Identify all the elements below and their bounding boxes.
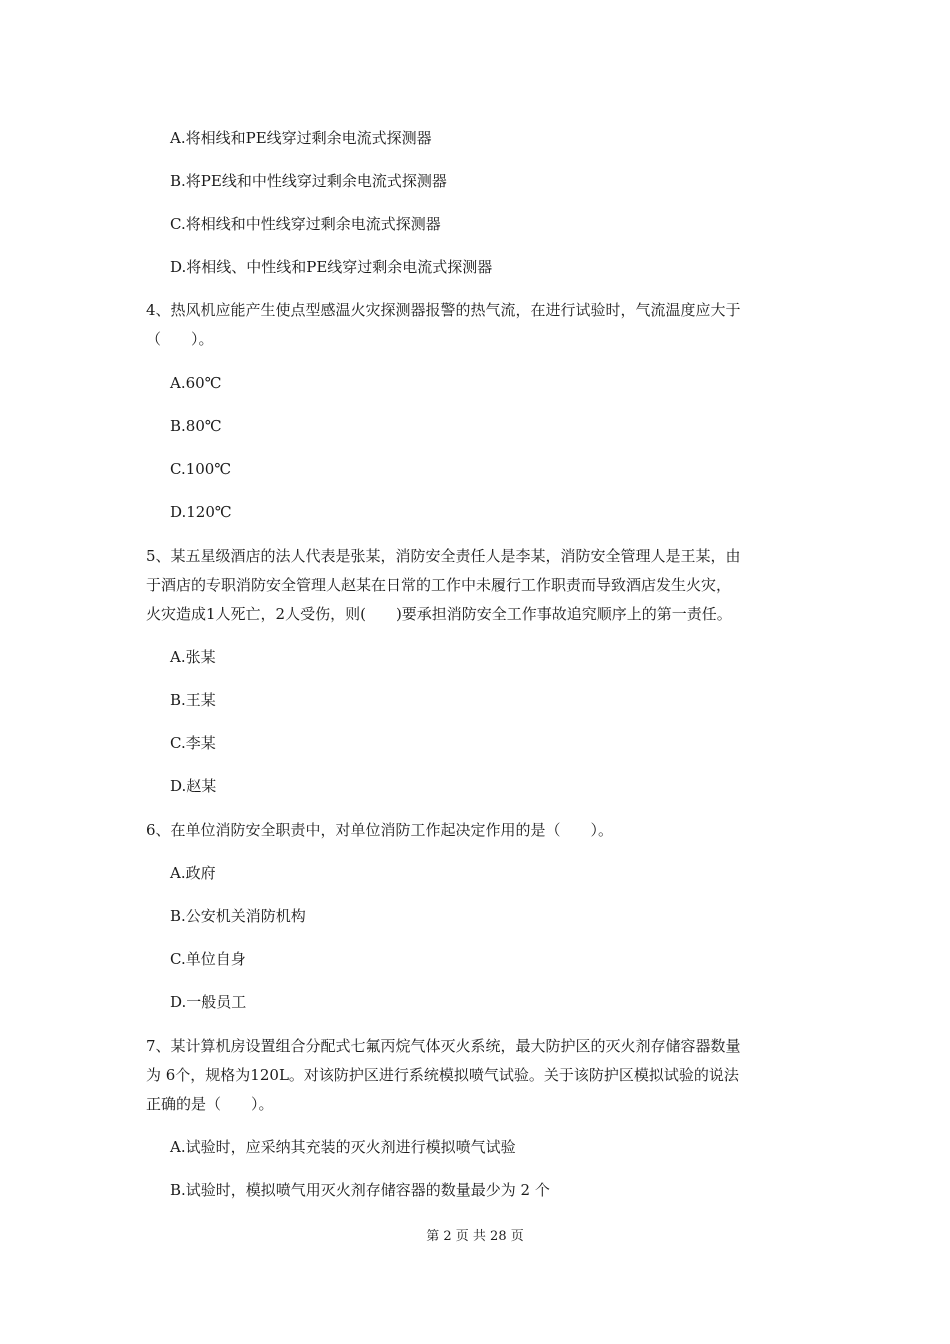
q5-question-line1: 5、某五星级酒店的法人代表是张某，消防安全责任人是李某，消防安全管理人是王某，由 bbox=[146, 547, 741, 565]
q3-option-c: C.将相线和中性线穿过剩余电流式探测器 bbox=[170, 215, 441, 233]
q3-option-d: D.将相线、中性线和PE线穿过剩余电流式探测器 bbox=[170, 258, 493, 276]
q5-option-a: A.张某 bbox=[170, 648, 216, 666]
q4-option-a: A.60℃ bbox=[170, 374, 222, 392]
q5-question-line3: 火灾造成1人死亡，2人受伤，则( )要承担消防安全工作事故追究顺序上的第一责任。 bbox=[146, 605, 732, 623]
q4-option-d: D.120℃ bbox=[170, 503, 232, 521]
q6-question: 6、在单位消防安全职责中，对单位消防工作起决定作用的是（ ）。 bbox=[146, 821, 614, 839]
q3-option-a: A.将相线和PE线穿过剩余电流式探测器 bbox=[170, 129, 432, 147]
q7-question-line2: 为 6个，规格为120L。对该防护区进行系统模拟喷气试验。关于该防护区模拟试验的说法 bbox=[146, 1066, 739, 1084]
q7-question-line1: 7、某计算机房设置组合分配式七氟丙烷气体灭火系统，最大防护区的灭火剂存储容器数量 bbox=[146, 1037, 741, 1055]
q6-option-b: B.公安机关消防机构 bbox=[170, 907, 306, 925]
page-number-footer: 第 2 页 共 28 页 bbox=[426, 1229, 524, 1244]
q6-option-a: A.政府 bbox=[170, 864, 216, 882]
q7-option-a: A.试验时，应采纳其充装的灭火剂进行模拟喷气试验 bbox=[170, 1138, 516, 1156]
q4-option-c: C.100℃ bbox=[170, 460, 232, 478]
q7-option-b: B.试验时，模拟喷气用灭火剂存储容器的数量最少为 2 个 bbox=[170, 1181, 550, 1199]
q4-option-b: B.80℃ bbox=[170, 417, 222, 435]
q4-question-line1: 4、热风机应能产生使点型感温火灾探测器报警的热气流，在进行试验时，气流温度应大于 bbox=[146, 301, 741, 319]
q4-question-line2: （ ）。 bbox=[146, 330, 214, 348]
q5-question-line2: 于酒店的专职消防安全管理人赵某在日常的工作中未履行工作职责而导致酒店发生火灾， bbox=[146, 576, 732, 594]
q7-question-line3: 正确的是（ ）。 bbox=[146, 1095, 274, 1113]
q6-option-d: D.一般员工 bbox=[170, 993, 247, 1011]
q6-option-c: C.单位自身 bbox=[170, 950, 246, 968]
q5-option-d: D.赵某 bbox=[170, 777, 217, 795]
q5-option-b: B.王某 bbox=[170, 691, 216, 709]
q5-option-c: C.李某 bbox=[170, 734, 216, 752]
q3-option-b: B.将PE线和中性线穿过剩余电流式探测器 bbox=[170, 172, 447, 190]
